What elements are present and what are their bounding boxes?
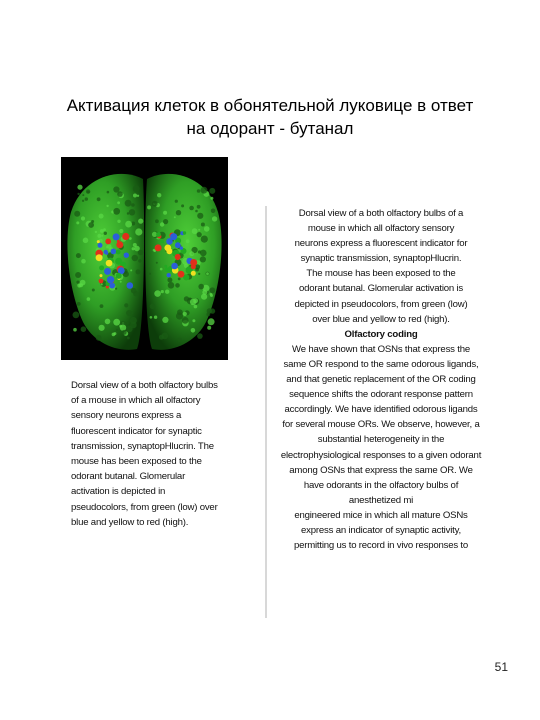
right-caption-line: permitting us to record in vivo responses to [293, 540, 469, 552]
right-caption-line: neurons express a fluorescent indicator for [294, 238, 468, 250]
right-caption-line: engineered mice in which all mature OSNs [294, 509, 468, 521]
right-caption-line: for several mouse ORs. We observe, however, a [282, 419, 480, 431]
right-caption-line: The mouse has been exposed to the [306, 268, 456, 280]
left-caption-line: activation is depicted in [71, 486, 166, 498]
olfactory-bulb-image [61, 157, 228, 360]
left-caption-line: sensory neurons express a [71, 410, 182, 422]
right-caption-line: synaptic transmission, synaptopHlucrin. [300, 253, 462, 265]
left-caption-line: blue and yellow to red (high). [71, 516, 189, 528]
right-caption-line: We have shown that OSNs that express the [292, 343, 470, 355]
olfactory-bulb-picture [61, 157, 228, 360]
left-caption-line: Dorsal view of a both olfactory bulbs [71, 380, 218, 391]
right-caption-line: substantial heterogeneity in the [317, 434, 445, 446]
right-caption-line: anesthetized mi [348, 494, 414, 506]
right-caption [256, 206, 506, 553]
right-caption-line: and that genetic replacement of the OR coding [286, 374, 476, 386]
left-caption-line: of a mouse in which all olfactory [71, 395, 201, 407]
right-caption-line: odorant butanal. Glomerular activation is [298, 283, 464, 295]
vertical-divider [265, 206, 267, 618]
right-caption-line: Dorsal view of a both olfactory bulbs of a [298, 208, 464, 219]
left-caption-line: odorant butanal. Glomerular [71, 471, 186, 483]
page-number: 51 [494, 660, 508, 674]
right-caption-line: same OR respond to the same odorous ligands, [283, 358, 479, 370]
right-caption-line: accordingly. We have identified odorous ligands [284, 404, 478, 416]
right-caption-line: depicted in pseudocolors, from green (low) [294, 298, 468, 310]
left-caption [71, 378, 231, 530]
title-line-2: на одорант - бутанал [186, 119, 354, 138]
left-caption-line: mouse has been exposed to the [71, 456, 202, 468]
right-caption-line: express an indicator of synaptic activity, [301, 524, 461, 536]
right-caption-line: over blue and yellow to red (high). [312, 313, 450, 325]
title-line-1: Активация клеток в обонятельной луковице в ответ [66, 96, 474, 115]
olfactory-coding-heading: Olfactory coding [344, 328, 418, 340]
slide-title [20, 94, 520, 140]
left-caption-line: pseudocolors, from green (low) over [71, 501, 218, 513]
left-caption-line: fluorescent indicator for synaptic [71, 425, 202, 437]
left-caption-line: transmission, synaptopHlucrin. The [71, 440, 214, 452]
right-caption-line: among OSNs that express the same OR. We [289, 464, 473, 476]
right-caption-line: have odorants in the olfactory bulbs of [303, 479, 459, 491]
right-caption-line: electrophysiological responses to a given odorant [280, 449, 482, 461]
right-caption-line: mouse in which all olfactory sensory [307, 223, 455, 235]
right-caption-line: sequence shifts the odorant response pattern [289, 389, 473, 401]
